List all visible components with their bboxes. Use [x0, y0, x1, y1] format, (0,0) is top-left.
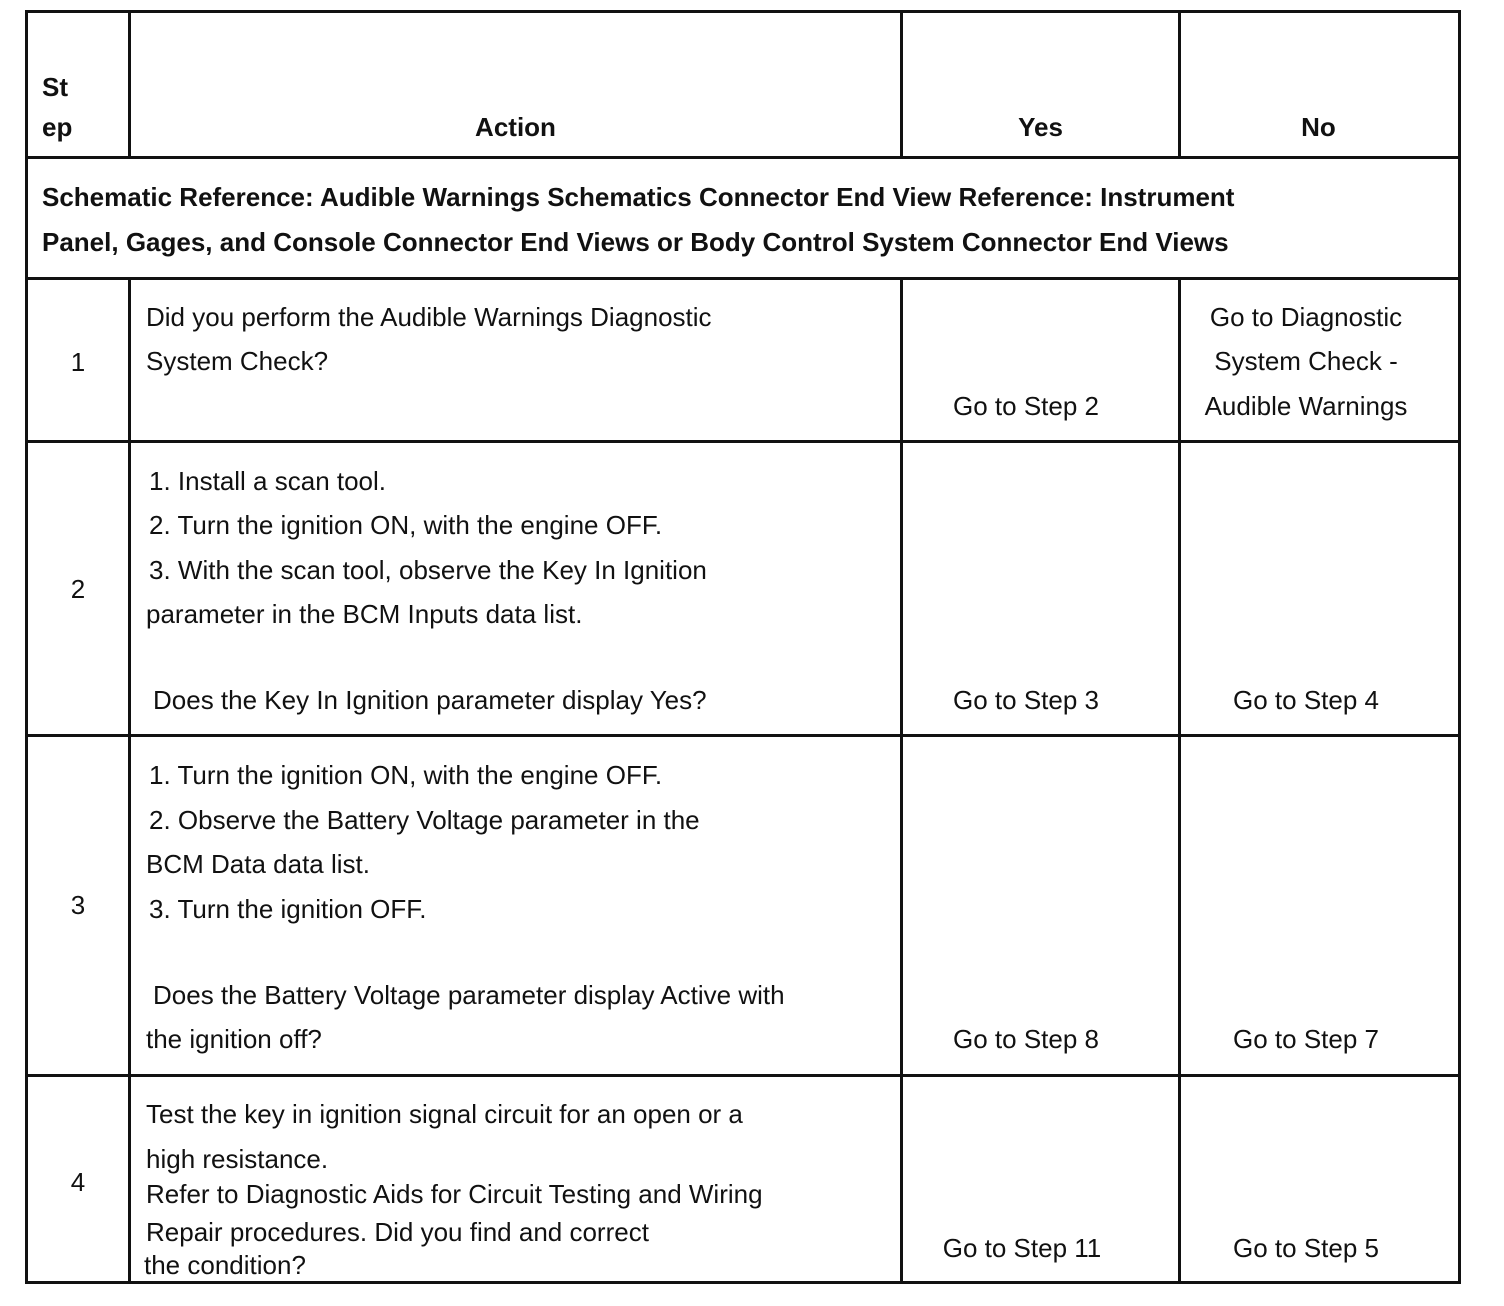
step-3-action-line: 2. Observe the Battery Voltage parameter in the	[149, 805, 700, 835]
step-4-no: Go to Step 5	[1233, 1233, 1379, 1263]
row-divider	[28, 440, 1458, 443]
step-1-no-line: Audible Warnings	[1204, 391, 1408, 421]
step-4-yes: Go to Step 11	[942, 1233, 1102, 1263]
step-1-action-line: System Check?	[146, 346, 329, 376]
step-4-action-line: Test the key in ignition signal circuit for an open or a	[146, 1099, 743, 1129]
step-number-1: 1	[70, 347, 86, 377]
step-1-action-line: Did you perform the Audible Warnings Diagnostic	[146, 302, 712, 332]
step-number-2: 2	[70, 574, 86, 604]
step-number-4: 4	[70, 1167, 86, 1197]
step-2-question: Does the Key In Ignition parameter display Yes?	[153, 685, 707, 715]
step-3-question-line: the ignition off?	[146, 1024, 322, 1054]
step-2-action-line: 3. With the scan tool, observe the Key In Ignition	[149, 555, 707, 585]
header-action: Action	[475, 112, 556, 142]
step-1-yes: Go to Step 2	[953, 391, 1099, 421]
column-divider	[128, 277, 131, 1281]
step-3-question-line: Does the Battery Voltage parameter display Active with	[153, 980, 785, 1010]
diagnostic-table	[25, 10, 1461, 1284]
schematic-reference-line2: Panel, Gages, and Console Connector End Views or Body Control System Connector End Views	[42, 227, 1229, 257]
step-3-action-line: BCM Data data list.	[146, 849, 370, 879]
step-3-action-line: 3. Turn the ignition OFF.	[149, 894, 427, 924]
step-2-action-line: 1. Install a scan tool.	[149, 466, 387, 496]
step-2-no: Go to Step 4	[1233, 685, 1379, 715]
row-divider	[28, 277, 1458, 280]
row-divider	[28, 156, 1458, 159]
header-step-line1: St	[42, 72, 68, 102]
schematic-reference-line1: Schematic Reference: Audible Warnings Schematics Connector End View Reference: Instrument	[42, 182, 1235, 212]
step-4-action-line: Refer to Diagnostic Aids for Circuit Testing and Wiring	[146, 1179, 763, 1209]
row-divider	[28, 1074, 1458, 1077]
step-3-yes: Go to Step 8	[953, 1024, 1099, 1054]
step-number-3: 3	[70, 890, 86, 920]
header-yes: Yes	[1018, 112, 1063, 142]
row-divider	[28, 734, 1458, 737]
step-2-action-line: parameter in the BCM Inputs data list.	[146, 599, 583, 629]
step-3-action-line: 1. Turn the ignition ON, with the engine OFF.	[149, 760, 663, 790]
header-step-line2: ep	[42, 112, 73, 142]
step-2-yes: Go to Step 3	[953, 685, 1099, 715]
step-4-action-line: high resistance.	[146, 1144, 329, 1174]
step-2-action-line: 2. Turn the ignition ON, with the engine OFF.	[149, 510, 663, 540]
step-4-action-line: the condition?	[144, 1250, 306, 1280]
step-3-no: Go to Step 7	[1233, 1024, 1379, 1054]
header-no: No	[1301, 112, 1336, 142]
step-4-action-line: Repair procedures. Did you find and correct	[146, 1217, 649, 1247]
step-1-no-line: System Check -	[1214, 346, 1398, 376]
step-1-no-line: Go to Diagnostic	[1209, 302, 1403, 332]
